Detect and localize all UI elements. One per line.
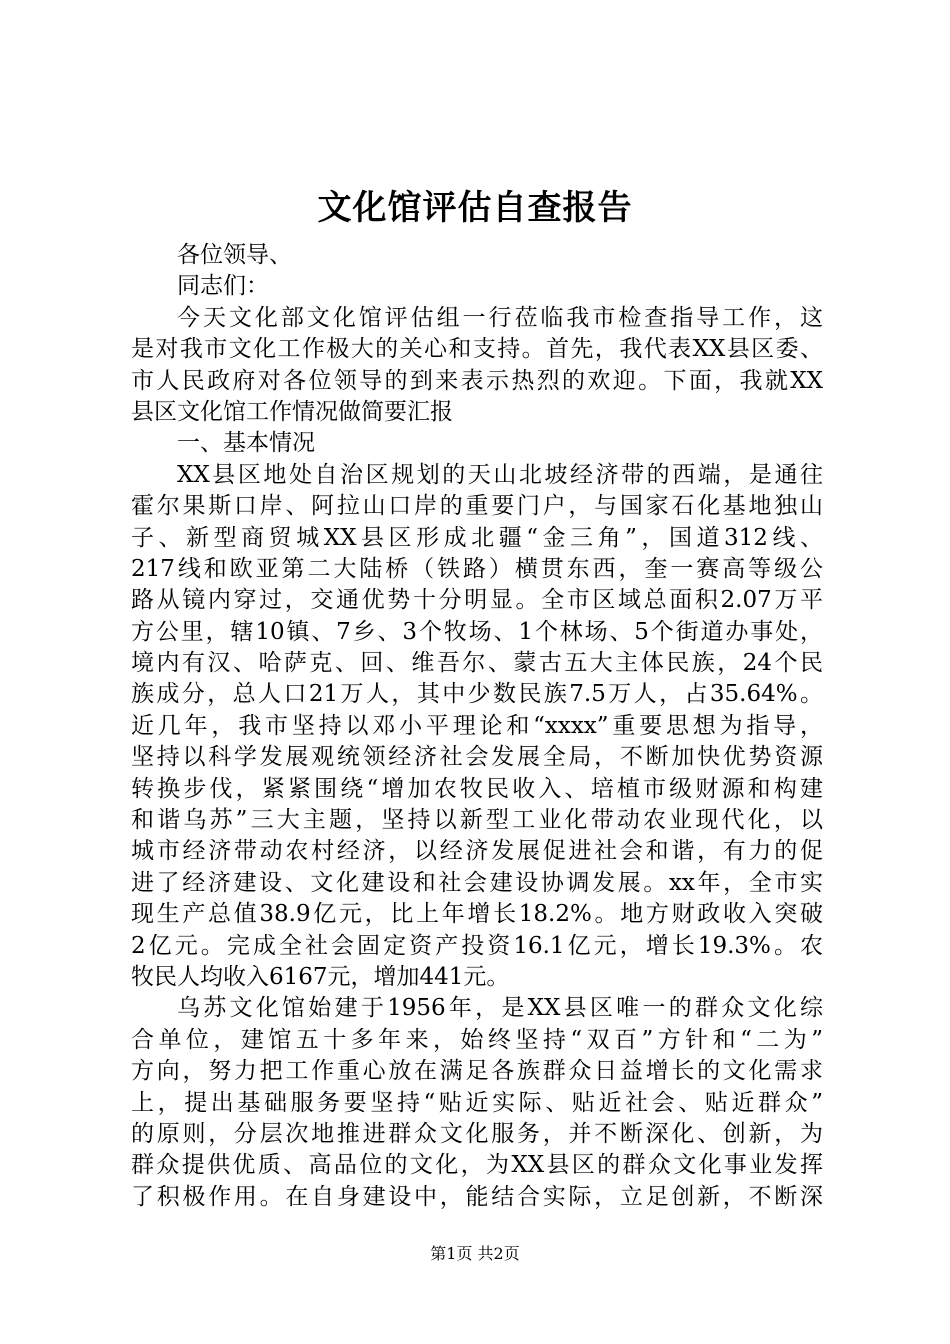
- text-line: XX县区地处自治区规划的天山北坡经济带的西端，是通往: [177, 461, 823, 488]
- text-line: 是对我市文化工作极大的关心和支持。首先，我代表XX县区委、: [131, 336, 823, 363]
- text-line: 一、基本情况: [177, 430, 315, 457]
- text-line: 近几年，我市坚持以邓小平理论和“xxxx”重要思想为指导，: [131, 712, 823, 739]
- text-line: 乌苏文化馆始建于1956年，是XX县区唯一的群众文化综: [177, 995, 823, 1022]
- text-line: 牧民人均收入6167元，增加441元。: [131, 963, 510, 990]
- text-line: 转换步伐，紧紧围绕“增加农牧民收入、培植市级财源和构建: [131, 775, 823, 802]
- text-line: 境内有汉、哈萨克、回、维吾尔、蒙古五大主体民族，24个民: [131, 650, 823, 677]
- page-footer: 第1页 共2页: [430, 1244, 520, 1263]
- text-line: 市人民政府对各位领导的到来表示热烈的欢迎。下面，我就XX: [131, 367, 823, 394]
- text-line: 城市经济带动农村经济，以经济发展促进社会和谐，有力的促: [131, 838, 823, 865]
- text-line: 上，提出基础服务要坚持“贴近实际、贴近社会、贴近群众”: [131, 1089, 823, 1116]
- text-line: 217线和欧亚第二大陆桥（铁路）横贯东西，奎一赛高等级公: [131, 555, 823, 582]
- text-line: 县区文化馆工作情况做简要汇报: [131, 398, 453, 425]
- document-body: [131, 240, 823, 1213]
- text-line: 子、新型商贸城XX县区形成北疆“金三角”，国道312线、: [131, 524, 823, 551]
- text-line: 现生产总值38.9亿元，比上年增长18.2%。地方财政收入突破: [131, 901, 823, 928]
- text-line: 的原则，分层次地推进群众文化服务，并不断深化、创新，为: [131, 1120, 823, 1147]
- document-title: 文化馆评估自查报告: [317, 188, 633, 228]
- text-line: 方公里，辖10镇、7乡、3个牧场、1个林场、5个街道办事处，: [131, 618, 823, 645]
- text-line: 坚持以科学发展观统领经济社会发展全局，不断加快优势资源: [131, 744, 823, 771]
- text-line: 合单位，建馆五十多年来，始终坚持“双百”方针和“二为”: [131, 1026, 823, 1053]
- text-line: 路从镜内穿过，交通优势十分明显。全市区域总面积2.07万平: [131, 587, 823, 614]
- text-line: 进了经济建设、文化建设和社会建设协调发展。xx年，全市实: [131, 869, 823, 896]
- text-line: 和谐乌苏”三大主题，坚持以新型工业化带动农业现代化，以: [131, 807, 823, 834]
- text-line: 同志们：: [177, 273, 269, 300]
- text-line: 了积极作用。在自身建设中，能结合实际，立足创新，不断深: [131, 1183, 823, 1210]
- text-line: 今天文化部文化馆评估组一行莅临我市检查指导工作，这: [177, 304, 823, 331]
- text-line: 2亿元。完成全社会固定资产投资16.1亿元，增长19.3%。农: [131, 932, 823, 959]
- text-line: 方向，努力把工作重心放在满足各族群众日益增长的文化需求: [131, 1058, 823, 1085]
- text-line: 群众提供优质、高品位的文化，为XX县区的群众文化事业发挥: [131, 1152, 823, 1179]
- text-line: 族成分，总人口21万人，其中少数民族7.5万人，占35.64%。: [131, 681, 823, 708]
- text-line: 霍尔果斯口岸、阿拉山口岸的重要门户，与国家石化基地独山: [131, 493, 823, 520]
- text-line: 各位领导、: [177, 242, 292, 268]
